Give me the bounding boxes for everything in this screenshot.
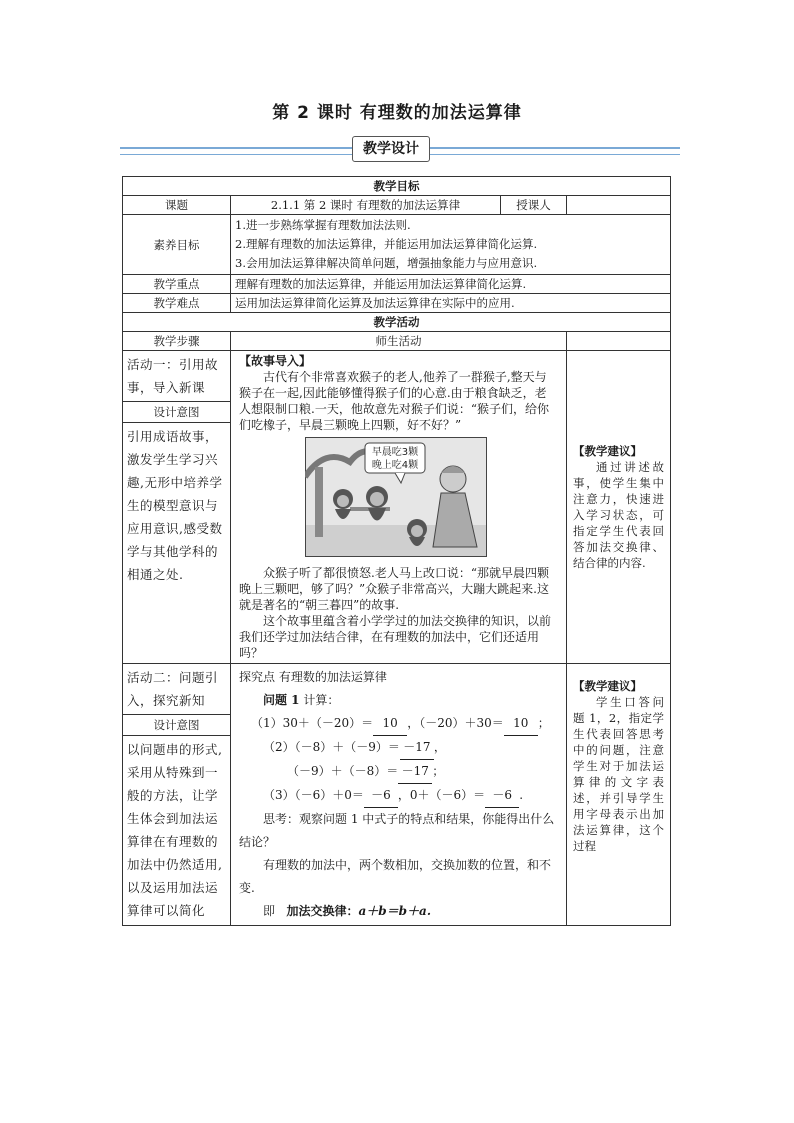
question-1-text: 计算： bbox=[303, 693, 340, 707]
activity2-suggestion bbox=[567, 664, 671, 926]
law-name: 加法交换律： bbox=[286, 904, 359, 918]
teacher-student-label: 师生活动 bbox=[231, 332, 567, 351]
calc-1-mid: ，（－20）＋30＝ bbox=[407, 716, 504, 730]
lesson-table bbox=[122, 176, 671, 926]
answer-3: －17 bbox=[400, 736, 434, 760]
activity1-intent-label: 设计意图 bbox=[123, 402, 230, 423]
banner-label: 教学设计 bbox=[352, 136, 430, 162]
activity2-steps bbox=[123, 664, 231, 926]
question-1 bbox=[239, 689, 558, 712]
answer-2: 10 bbox=[504, 712, 538, 736]
calc-line-2 bbox=[239, 736, 558, 760]
answer-4: －17 bbox=[398, 760, 432, 784]
think-question: 思考：观察问题 1 中式子的特点和结果，你能得出什么结论？ bbox=[239, 812, 555, 849]
calc-2-left: （2）（－8）＋（－9）＝ bbox=[263, 740, 400, 754]
activity2-intent-label: 设计意图 bbox=[123, 715, 230, 736]
literacy-goals bbox=[231, 215, 671, 275]
literacy-item-1: 1.进一步熟练掌握有理数加法法则. bbox=[235, 218, 411, 232]
calc-3-left: （－9）＋（－8）＝ bbox=[287, 764, 399, 778]
activity-header: 教学活动 bbox=[123, 313, 671, 332]
calc-2-end: ， bbox=[433, 740, 446, 754]
literacy-item-3: 3.会用加法运算律解决简单问题，增强抽象能力与应用意识. bbox=[235, 256, 538, 270]
key-point-label: 教学重点 bbox=[123, 275, 231, 294]
speech-bubble-line-1: 早晨吃3颗 bbox=[371, 447, 419, 458]
probe-point: 探究点 有理数的加法运算律 bbox=[239, 670, 387, 684]
activity1-suggestion-title: 【教学建议】 bbox=[573, 444, 642, 458]
section-banner bbox=[120, 138, 680, 160]
law-prefix: 即 bbox=[263, 904, 276, 918]
activity1-paragraph-1: 古代有个非常喜欢猴子的老人,他养了一群猴子,整天与猴子在一起,因此能够懂得猴子们的心意.由于粮食缺乏，老人想限制口粮.一天，他故意先对猴子们说：“猴子们，给你们吃橡子，早晨三颗晚上四颗，好不好？” bbox=[239, 370, 549, 432]
activity1-suggestion-text: 通过讲述故事，使学生集中注意力，快速进入学习状态，可指定学生代表回答加法交换律、结合律的内容. bbox=[573, 460, 664, 570]
monkey-story-illustration bbox=[305, 437, 487, 557]
steps-label: 教学步骤 bbox=[123, 332, 231, 351]
speech-bubble-line-2: 晚上吃4颗 bbox=[371, 460, 419, 471]
activity2-suggestion-text: 学生口答问题 1，2，指定学生代表回答思考中的问题，注意学生对于加法运算律的文字表述，并引导学生用字母表示出加法运算律，这个过程 bbox=[573, 695, 664, 853]
calc-4-end: . bbox=[519, 788, 524, 802]
calc-line-3 bbox=[239, 760, 558, 784]
activity1-paragraph-3: 这个故事里蕴含着小学学过的加法交换律的知识，以前我们还学过加法结合律，在有理数的加法中，它们还适用吗？ bbox=[239, 614, 552, 660]
difficulty-label: 教学难点 bbox=[123, 294, 231, 313]
question-1-label: 问题 1 bbox=[263, 693, 300, 707]
activity2-name: 活动二：问题引入，探究新知 bbox=[123, 664, 230, 715]
answer-5: －6 bbox=[364, 784, 398, 808]
goal-header: 教学目标 bbox=[123, 177, 671, 196]
topic-value: 2.1.1 第 2 课时 有理数的加法运算律 bbox=[231, 196, 501, 215]
activity1-intent: 引用成语故事，激发学生学习兴趣,无形中培养学生的模型意识与应用意识,感受数学与其他学科的相通之处. bbox=[127, 429, 223, 582]
activity1-suggestion bbox=[567, 351, 671, 664]
calc-3-end: ； bbox=[432, 764, 445, 778]
literacy-label: 素养目标 bbox=[123, 215, 231, 275]
page-title: 第 2 课时 有理数的加法运算律 bbox=[272, 103, 522, 123]
conclusion: 有理数的加法中，两个数相加，交换加数的位置，和不变. bbox=[239, 858, 552, 895]
difficulty-value: 运用加法运算律简化运算及加法运算律在实际中的应用. bbox=[231, 294, 671, 313]
activity2-content bbox=[231, 664, 567, 926]
calc-4-mid: ，0＋（－6）＝ bbox=[397, 788, 486, 802]
literacy-item-2: 2.理解有理数的加法运算律，并能运用加法运算律简化运算. bbox=[235, 237, 538, 251]
calc-4-left: （3）（－6）＋0＝ bbox=[263, 788, 364, 802]
steps-blank bbox=[567, 332, 671, 351]
activity1-name: 活动一：引用故事，导入新课 bbox=[123, 351, 230, 402]
key-point-value: 理解有理数的加法运算律，并能运用加法运算律简化运算. bbox=[231, 275, 671, 294]
calc-line-4 bbox=[239, 784, 558, 808]
commutative-law bbox=[239, 900, 558, 923]
activity1-section-title: 【故事导入】 bbox=[239, 354, 312, 368]
calc-1-left: （1）30＋（－20）＝ bbox=[251, 716, 374, 730]
activity2-intent: 以问题串的形式,采用从特殊到一般的方法，让学生体会到加法运算律在有理数的加法中仍然适用,以及运用加法运算律可以简化 bbox=[127, 742, 223, 918]
teacher-label: 授课人 bbox=[501, 196, 567, 215]
activity1-content bbox=[231, 351, 567, 664]
activity2-suggestion-title: 【教学建议】 bbox=[573, 679, 642, 693]
activity1-steps bbox=[123, 351, 231, 664]
calc-1-end: ； bbox=[537, 716, 550, 730]
teacher-value bbox=[567, 196, 671, 215]
answer-6: －6 bbox=[485, 784, 519, 808]
law-formula: a＋b＝b＋a. bbox=[358, 904, 431, 918]
topic-label: 课题 bbox=[123, 196, 231, 215]
answer-1: 10 bbox=[373, 712, 407, 736]
activity1-paragraph-2: 众猴子听了都很愤怒.老人马上改口说：“那就早晨四颗晚上三颗吧，够了吗？”众猴子非常高兴，大蹦大跳起来.这就是著名的“朝三暮四”的故事. bbox=[239, 566, 549, 612]
calc-line-1 bbox=[239, 712, 558, 736]
